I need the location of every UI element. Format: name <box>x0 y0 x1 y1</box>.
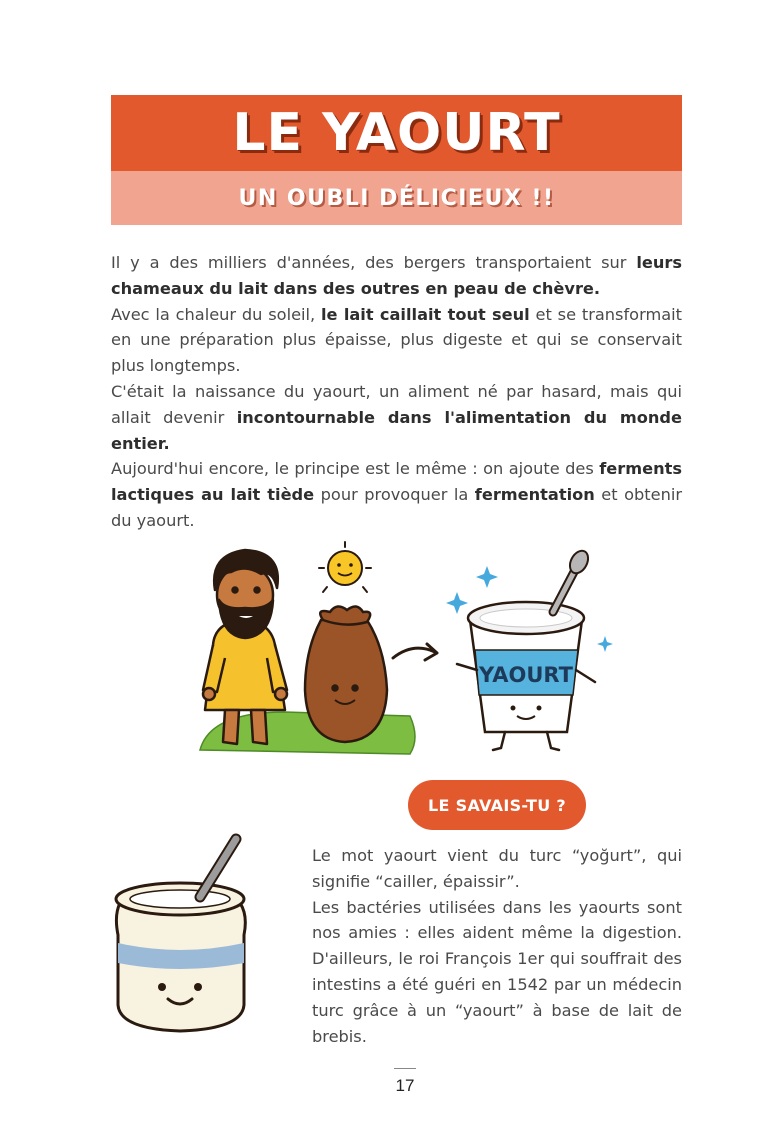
intro-text <box>111 250 682 534</box>
text-run: Aujourd'hui encore, le principe est le même : on ajoute des <box>111 459 600 479</box>
text-run: et obtenir du yaourt. <box>111 485 682 530</box>
bold-run: leurs chameaux du lait dans des outres en peau de chèvre. <box>111 253 682 298</box>
bold-run: le lait caillait tout seul <box>321 304 530 324</box>
bold-run: ferments lactiques au lait tiède <box>111 459 682 505</box>
bold-run: incontournable dans l'alimentation du monde entier. <box>111 407 683 453</box>
text-run: et se transformait en une préparation plus épaisse, plus digeste et qui se conservait plus longtemps. <box>111 304 682 376</box>
text-run: Il y a des milliers d'années, des bergers transportaient sur <box>111 253 637 272</box>
goatskin-sack-icon <box>305 606 387 742</box>
did-you-know-badge: LE SAVAIS-TU ? <box>408 780 586 830</box>
arrow-head-icon <box>425 644 437 660</box>
fact-paragraph-1: Le mot yaourt vient du turc “yoğurt”, qui signifie “cailler, épaissir”. <box>312 846 682 891</box>
yogurt-cup-character <box>457 548 595 750</box>
text-run: pour provoquer la <box>314 485 475 505</box>
subtitle-banner <box>111 171 682 225</box>
page-title: LE YAOURT <box>232 103 561 163</box>
intro-paragraph-1 <box>111 250 682 302</box>
intro-paragraph-4 <box>111 456 682 533</box>
intro-paragraph-3 <box>111 379 682 456</box>
bold-run: fermentation <box>474 485 595 505</box>
cup-label: YAOURT <box>479 663 573 687</box>
page-subtitle: UN OUBLI DÉLICIEUX !! <box>238 185 555 211</box>
intro-paragraph-2 <box>111 302 682 379</box>
yogurt-origin-illustration <box>195 540 625 760</box>
page-number: 17 <box>395 1076 415 1095</box>
fact-paragraph-2: Les bactéries utilisées dans les yaourts sont nos amies : elles aident même la digestion. D'ailleurs, le roi François 1er qui souffrait des intestins a été guéri en 1542 par un médecin turc grâce à un “yaourt” à base de lait de brebis. <box>312 897 682 1046</box>
title-banner <box>111 95 682 171</box>
text-run: C'était la naissance du yaourt, un aliment né par hasard, mais qui allait devenir <box>111 381 682 427</box>
text-run: Avec la chaleur du soleil, <box>111 304 321 324</box>
fact-text <box>312 843 682 1049</box>
yogurt-jar-illustration <box>108 825 253 1040</box>
sun-icon <box>319 542 371 592</box>
page-number-rule <box>394 1068 416 1069</box>
